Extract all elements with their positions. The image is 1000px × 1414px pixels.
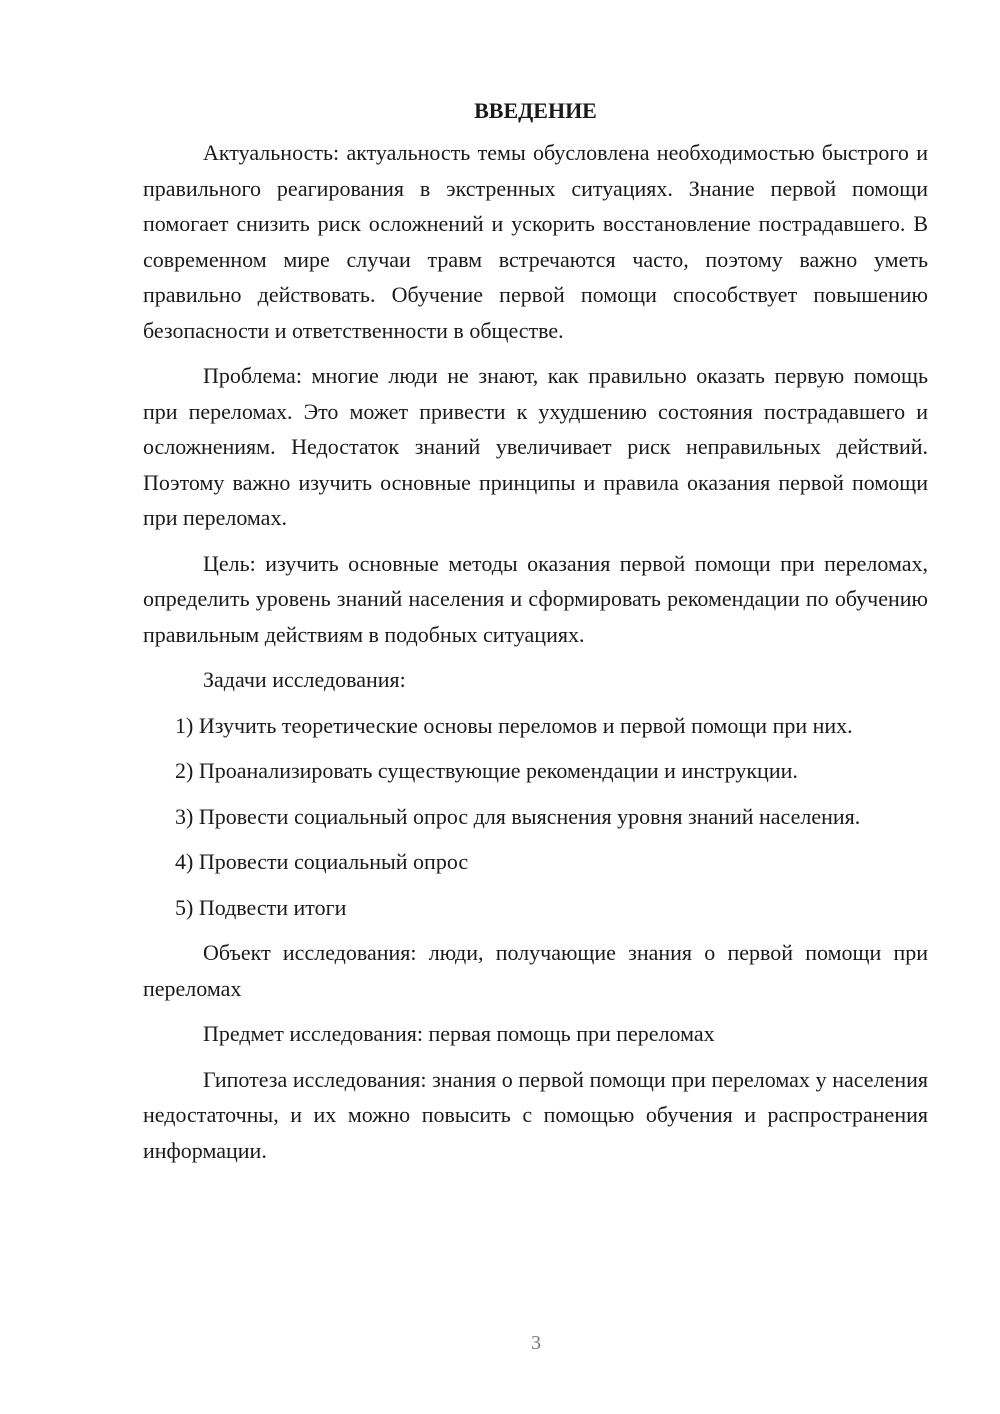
tasks-heading: Задачи исследования:: [203, 667, 406, 692]
paragraph-relevance: Актуальность: актуальность темы обусловлена необходимостью быстрого и правильного реагирования в экстренных ситуациях. Знание первой помощи помогает снизить риск осложнений и ускорить восстановление пострадавшего. В современном мире случаи травм встречаются часто, поэтому важно уметь правильно действовать. Обучение первой помощи способствует повышению безопасности и ответственности в обществе.: [143, 140, 928, 343]
task-item-4: 4) Провести социальный опрос: [175, 849, 469, 874]
paragraph-goal: Цель: изучить основные методы оказания первой помощи при переломах, определить уровень знаний населения и сформировать рекомендации по обучению правильным действиям в подобных ситуациях.: [143, 550, 928, 647]
paragraph-object: Объект исследования: люди, получающие знания о первой помощи при переломах: [143, 940, 928, 1001]
task-item-2: 2) Проанализировать существующие рекомендации и инструкции.: [175, 758, 798, 783]
page-content: [143, 93, 928, 1178]
task-item-1: 1) Изучить теоретические основы переломов и первой помощи при них.: [175, 712, 853, 738]
paragraph-subject: Предмет исследования: первая помощь при переломах: [203, 1021, 715, 1046]
page-number: 3: [531, 1332, 541, 1354]
page-title: ВВЕДЕНИЕ: [474, 98, 597, 123]
paragraph-problem: Проблема: многие люди не знают, как правильно оказать первую помощь при переломах. Это может привести к ухудшению состояния пострадавшего и осложнениям. Недостаток знаний увеличивает риск неправильных действий. Поэтому важно изучить основные принципы и правила оказания первой помощи при переломах.: [143, 363, 928, 530]
paragraph-hypothesis: Гипотеза исследования: знания о первой помощи при переломах у населения недостаточны, и их можно повысить с помощью обучения и распространения информации.: [143, 1066, 928, 1163]
task-item-5: 5) Подвести итоги: [175, 894, 347, 920]
task-item-3: 3) Провести социальный опрос для выяснения уровня знаний населения.: [175, 803, 861, 829]
